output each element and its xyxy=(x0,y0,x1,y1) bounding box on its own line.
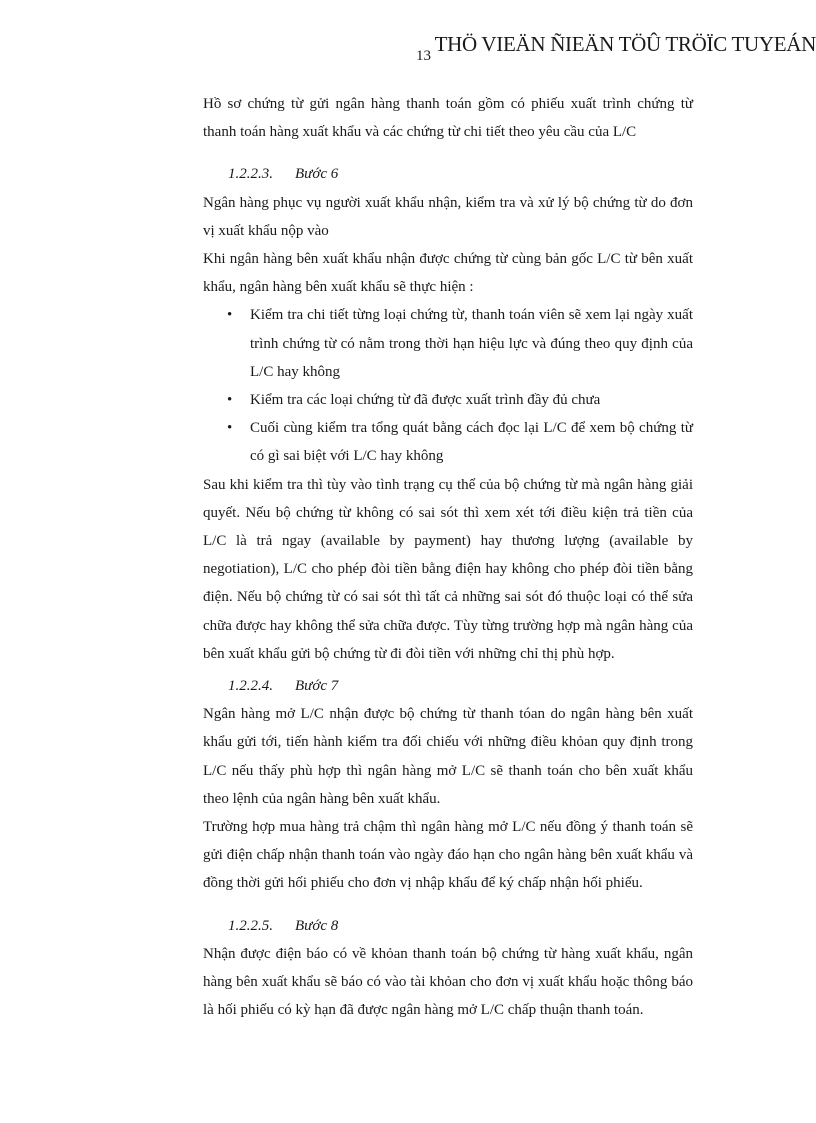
intro-paragraph: Hồ sơ chứng từ gửi ngân hàng thanh toán gồm có phiếu xuất trình chứng từ thanh toán hàng xuất khẩu và các chứng từ chi tiết theo yêu cầu của L/C xyxy=(203,96,693,141)
paragraph: Trường hợp mua hàng trả chậm thì ngân hàng mở L/C nếu đồng ý thanh toán sẽ gửi điện chấp nhận thanh toán vào ngày đáo hạn cho ngân hàng bên xuất khẩu và đồng thời gửi hối phiếu cho đơn vị nhập khẩu để ký chấp nhận hối phiếu. xyxy=(203,819,693,892)
paragraph: Khi ngân hàng bên xuất khẩu nhận được chứng từ cùng bản gốc L/C từ bên xuất khẩu, ngân hàng bên xuất khẩu sẽ thực hiện : xyxy=(203,251,693,296)
section-number: 1.2.2.4. xyxy=(228,678,273,695)
document-body xyxy=(203,90,693,1025)
section-title: Bước 8 xyxy=(295,917,339,934)
list-item: • Cuối cùng kiểm tra tổng quát bằng cách đọc lại L/C để xem bộ chứng từ có gì sai biệt với L/C hay không xyxy=(250,414,693,470)
checklist xyxy=(203,301,693,470)
section-title: Bước 6 xyxy=(295,166,339,183)
library-watermark: THÖ VIEÄN ÑIEÄN TÖÛ TRÖÏC TUYEÁN xyxy=(434,32,816,56)
section-heading-step7 xyxy=(203,672,693,700)
paragraph: Sau khi kiểm tra thì tùy vào tình trạng cụ thể của bộ chứng từ mà ngân hàng giải quyết. Nếu bộ chứng từ không có sai sót thì xem xét tới điều kiện trả tiền của L/C là trả ngay (available by payment) hay thương lượng (available by negotiation), L/C cho phép đòi tiền bằng điện hay không cho phép đòi tiền bằng điện. Nếu bộ chứng từ có sai sót thì tất cả những sai sót đó thuộc loại có thể sửa chữa được hay không thể sửa chữa được. Tùy từng trường hợp mà ngân hàng của bên xuất khẩu gửi bộ chứng từ đi đòi tiền với những chỉ thị phù hợp. xyxy=(203,476,693,662)
paragraph: Nhận được điện báo có về khỏan thanh toán bộ chứng từ hàng xuất khẩu, ngân hàng bên xuất khẩu sẽ báo có vào tài khỏan cho đơn vị xuất khẩu hoặc thông báo là hối phiếu có kỳ hạn đã được ngân hàng mở L/C chấp thuận thanh toán. xyxy=(203,945,693,1019)
list-item: • Kiểm tra chi tiết từng loại chứng từ, thanh toán viên sẽ xem lại ngày xuất trình chứng từ có nằm trong thời hạn hiệu lực và đúng theo quy định của L/C hay không xyxy=(250,301,693,386)
paragraph: Ngân hàng mở L/C nhận được bộ chứng từ thanh tóan do ngân hàng bên xuất khẩu gửi tới, tiến hành kiểm tra đối chiếu với những điều khỏan quy định trong L/C nếu thấy phù hợp thì ngân hàng mở L/C sẽ thanh toán cho bên xuất khẩu theo lệnh của ngân hàng bên xuất khẩu. xyxy=(203,706,693,807)
list-item: • Kiểm tra các loại chứng từ đã được xuất trình đầy đủ chưa xyxy=(250,386,693,414)
section-number: 1.2.2.5. xyxy=(228,917,273,934)
page-number: 13 xyxy=(416,48,431,64)
paragraph: Ngân hàng phục vụ người xuất khẩu nhận, kiểm tra và xử lý bộ chứng từ do đơn vị xuất khẩu nộp vào xyxy=(203,194,693,239)
section-heading-step8 xyxy=(203,912,693,940)
section-heading-step6 xyxy=(203,160,693,188)
section-number: 1.2.2.3. xyxy=(228,166,273,183)
section-title: Bước 7 xyxy=(295,678,339,695)
